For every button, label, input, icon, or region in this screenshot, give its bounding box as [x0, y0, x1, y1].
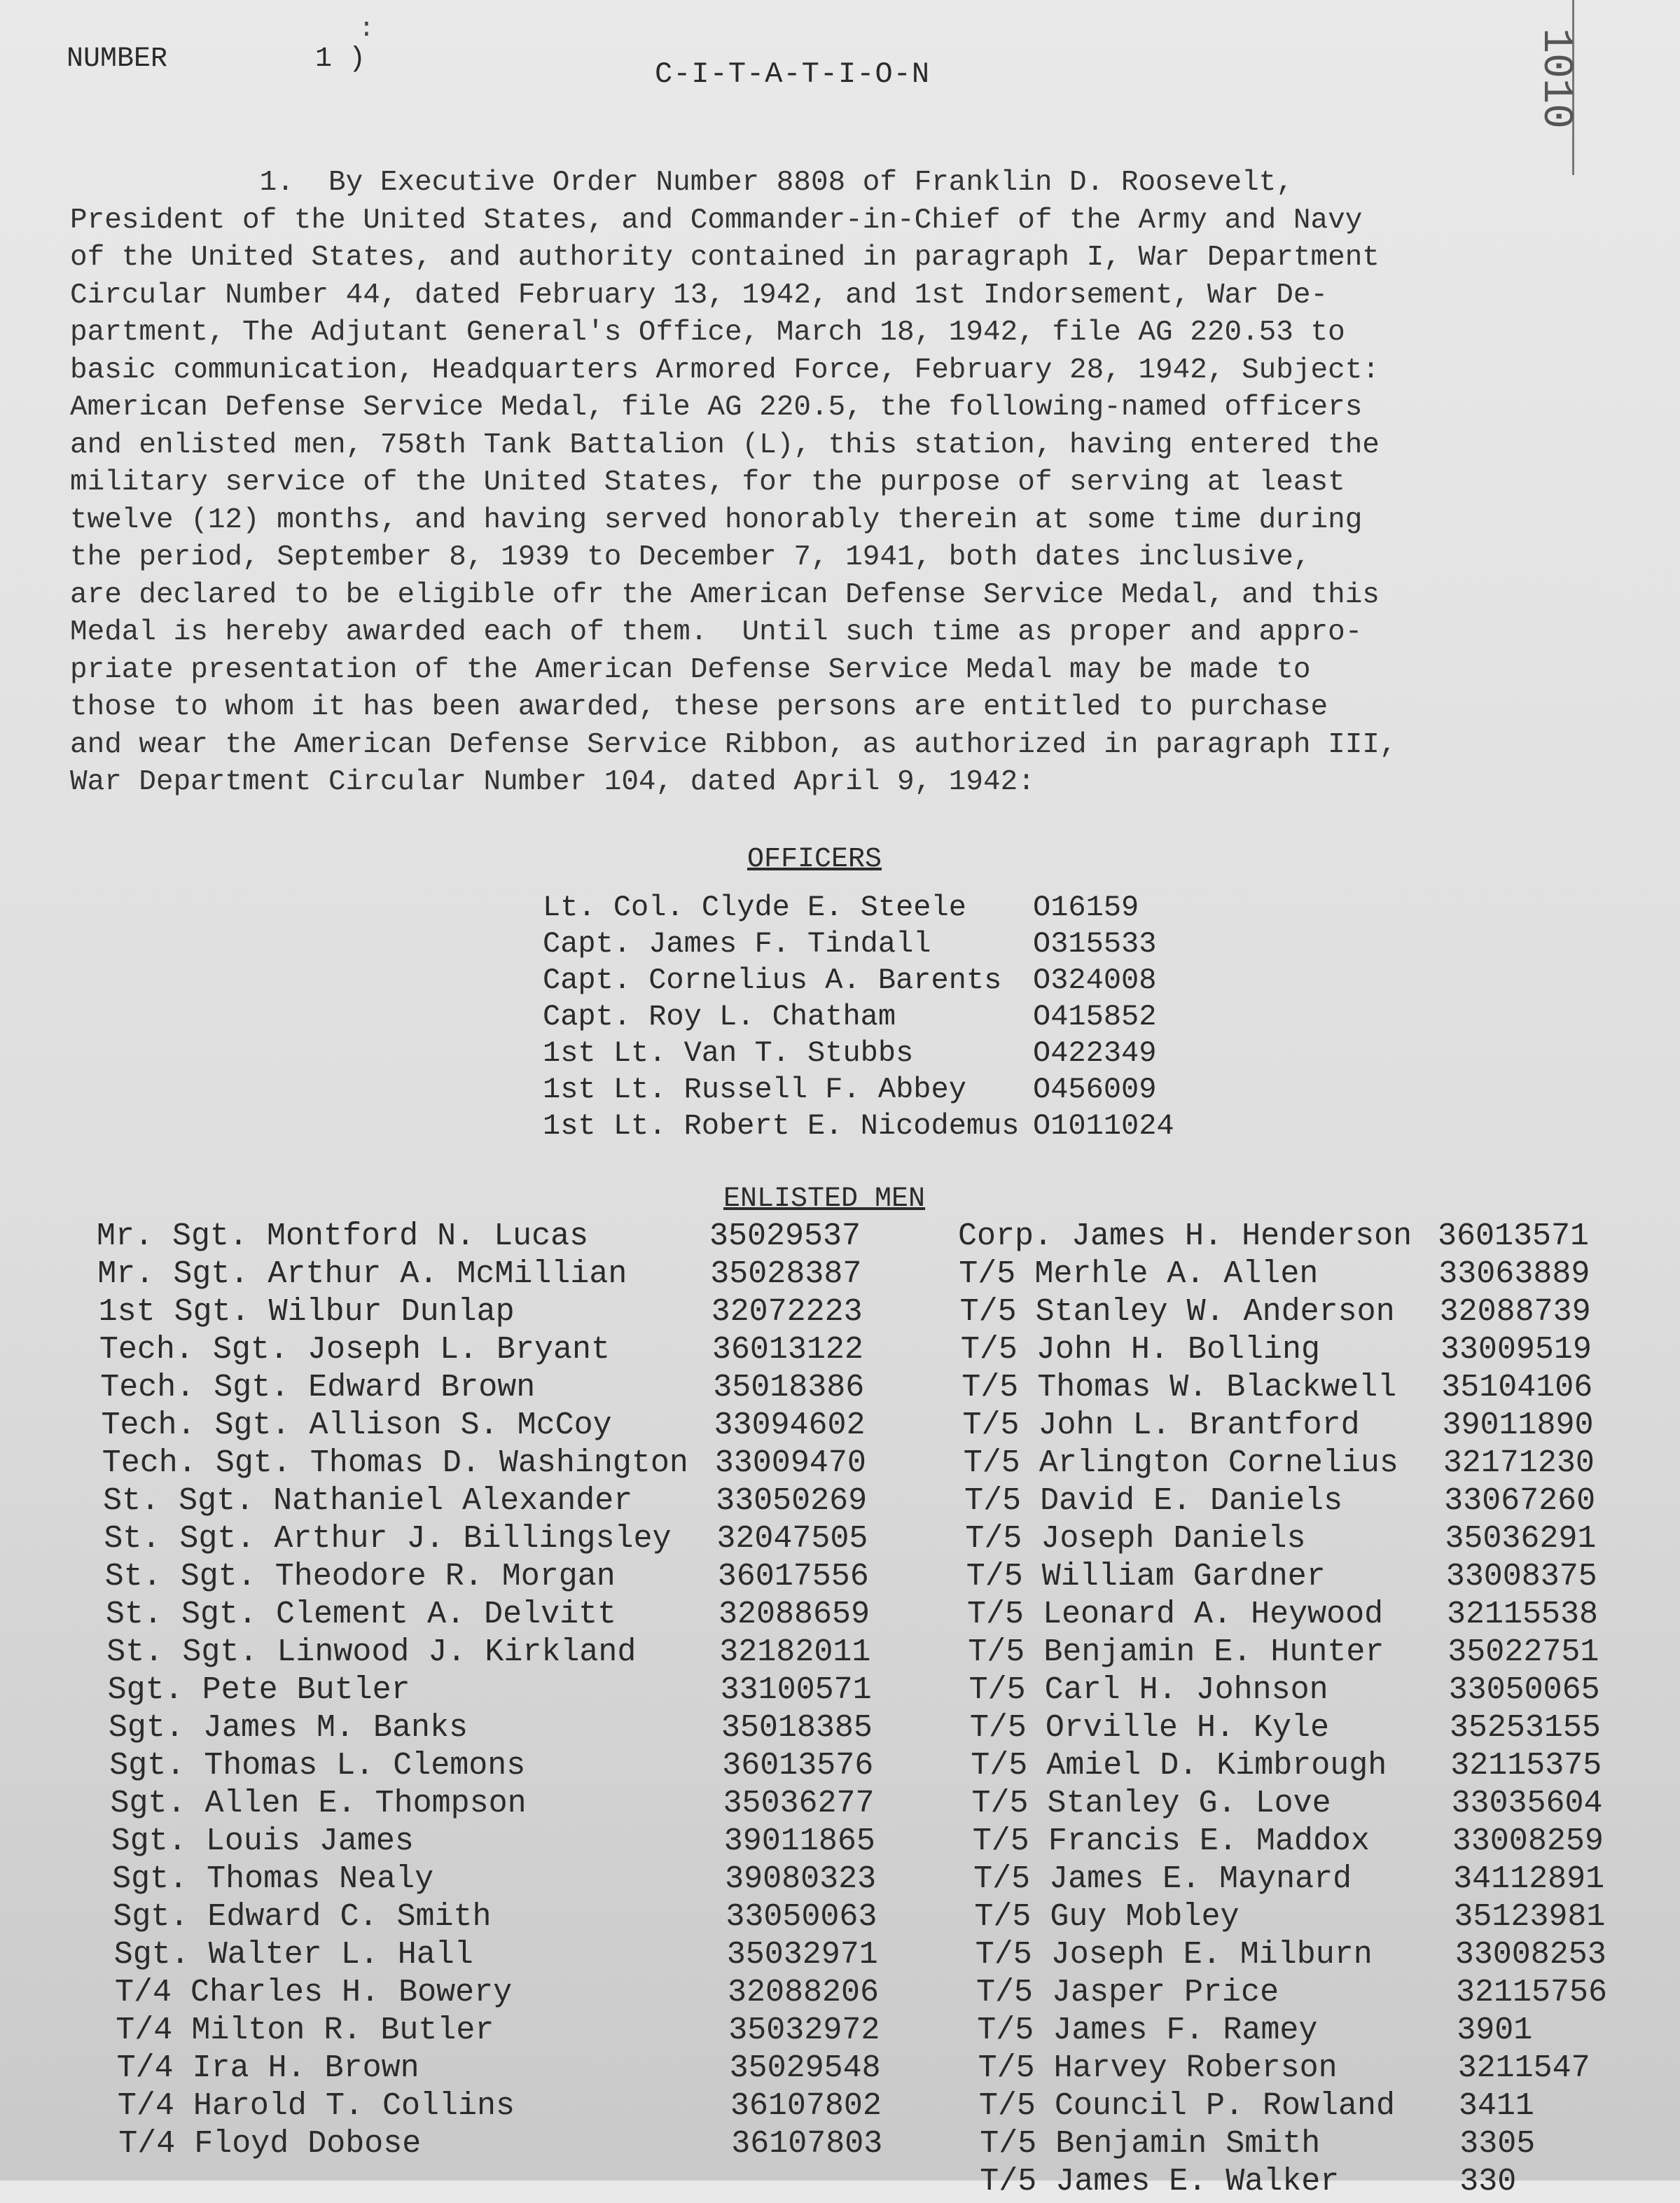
- enlisted-name: T/5 James E. Maynard: [973, 1861, 1352, 1897]
- enlisted-name: St. Sgt. Nathaniel Alexander: [103, 1483, 633, 1519]
- enlisted-name: T/5 John L. Brantford: [962, 1408, 1360, 1443]
- enlisted-serial: 33009470: [714, 1445, 866, 1481]
- enlisted-name: Tech. Sgt. Thomas D. Washington: [102, 1445, 688, 1481]
- enlisted-serial: 33067260: [1444, 1483, 1596, 1519]
- officer-name: 1st Lt. Russell F. Abbey: [543, 1073, 966, 1106]
- paragraph-line: War Department Circular Number 104, dated April 9, 1942:: [70, 766, 1035, 798]
- enlisted-name: Tech. Sgt. Allison S. McCoy: [101, 1408, 612, 1443]
- enlisted-serial: 35022751: [1448, 1634, 1599, 1670]
- paragraph-line: basic communication, Headquarters Armored Force, February 28, 1942, Subject:: [70, 354, 1380, 387]
- officer-name: Capt. James F. Tindall: [543, 927, 931, 961]
- enlisted-name: Tech. Sgt. Joseph L. Bryant: [99, 1332, 611, 1368]
- enlisted-name: T/5 William Gardner: [966, 1559, 1326, 1594]
- officer-serial: O1011024: [1033, 1109, 1174, 1143]
- enlisted-serial: 35036277: [723, 1786, 875, 1821]
- enlisted-serial: 35029548: [729, 2050, 881, 2086]
- officer-serial: O16159: [1033, 891, 1139, 924]
- enlisted-serial: 35036291: [1445, 1521, 1597, 1557]
- enlisted-name: T/5 Merhle A. Allen: [959, 1256, 1319, 1292]
- enlisted-name: T/5 Amiel D. Kimbrough: [971, 1748, 1387, 1784]
- enlisted-name: T/5 David E. Daniels: [964, 1483, 1343, 1519]
- enlisted-name: T/5 James E. Walker: [980, 2164, 1340, 2199]
- enlisted-serial: 3305: [1459, 2126, 1536, 2162]
- number-label: NUMBER: [67, 43, 168, 75]
- enlisted-serial: 33035604: [1451, 1786, 1603, 1821]
- enlisted-serial: 32088659: [718, 1597, 870, 1632]
- enlisted-serial: 36017556: [717, 1559, 869, 1594]
- enlisted-serial: 330: [1459, 2164, 1517, 2199]
- officer-serial: O422349: [1033, 1036, 1157, 1070]
- enlisted-name: T/4 Milton R. Butler: [116, 2013, 494, 2048]
- enlisted-serial: 36107803: [731, 2126, 883, 2162]
- enlisted-serial: 36013571: [1438, 1218, 1590, 1254]
- enlisted-name: 1st Sgt. Wilbur Dunlap: [98, 1294, 515, 1330]
- enlisted-serial: 33008253: [1455, 1937, 1606, 1973]
- paragraph-line: are declared to be eligible ofr the American Defense Service Medal, and this: [70, 578, 1380, 611]
- officer-name: 1st Lt. Robert E. Nicodemus: [543, 1109, 1020, 1143]
- paragraph-line: military service of the United States, for the purpose of serving at least: [70, 466, 1345, 499]
- enlisted-serial: 3211547: [1457, 2050, 1590, 2086]
- paragraph-line: of the United States, and authority contained in paragraph I, War Department: [70, 242, 1380, 274]
- paragraph-line: Circular Number 44, dated February 13, 1942, and 1st Indorsement, War De-: [70, 279, 1328, 312]
- enlisted-name: Mr. Sgt. Montford N. Lucas: [97, 1218, 589, 1254]
- paragraph-line: 1. By Executive Order Number 8808 of Franklin D. Roosevelt,: [70, 167, 1293, 199]
- enlisted-list: [0, 1218, 1680, 2199]
- officer-serial: O415852: [1033, 1000, 1157, 1034]
- paragraph-line: President of the United States, and Commander-in-Chief of the Army and Navy: [70, 204, 1363, 237]
- enlisted-serial: 33008375: [1445, 1559, 1597, 1594]
- enlisted-serial: 35253155: [1449, 1710, 1601, 1746]
- document-title: C-I-T-A-T-I-O-N: [655, 57, 931, 91]
- enlisted-name: T/5 John H. Bolling: [960, 1332, 1320, 1368]
- enlisted-name: Tech. Sgt. Edward Brown: [100, 1370, 536, 1405]
- paragraph-line: twelve (12) months, and having served honorably therein at some time during: [70, 503, 1363, 536]
- enlisted-serial: 35032971: [726, 1937, 878, 1973]
- enlisted-name: T/5 Council P. Rowland: [978, 2088, 1395, 2124]
- enlisted-serial: 33050065: [1448, 1672, 1600, 1708]
- enlisted-name: T/5 Guy Mobley: [974, 1899, 1240, 1935]
- enlisted-name: St. Sgt. Theodore R. Morgan: [104, 1559, 616, 1594]
- enlisted-name: T/5 Joseph E. Milburn: [975, 1937, 1373, 1973]
- enlisted-name: T/5 Arlington Cornelius: [963, 1445, 1398, 1481]
- enlisted-heading: ENLISTED MEN: [723, 1183, 926, 1215]
- enlisted-name: St. Sgt. Arthur J. Billingsley: [104, 1521, 672, 1557]
- enlisted-serial: 32115538: [1447, 1597, 1599, 1632]
- officers-heading: OFFICERS: [747, 844, 882, 875]
- enlisted-serial: 39080323: [725, 1861, 877, 1897]
- header-colon: :: [359, 14, 375, 44]
- enlisted-serial: 32088739: [1439, 1294, 1591, 1330]
- enlisted-serial: 33100571: [720, 1672, 872, 1708]
- enlisted-name: T/5 Stanley G. Love: [971, 1786, 1331, 1821]
- enlisted-name: T/5 Joseph Daniels: [965, 1521, 1306, 1557]
- officer-serial: O456009: [1033, 1073, 1157, 1106]
- enlisted-name: T/5 Harvey Roberson: [978, 2050, 1338, 2086]
- enlisted-name: Sgt. Thomas Nealy: [112, 1861, 434, 1897]
- officer-name: Capt. Cornelius A. Barents: [543, 964, 1002, 997]
- enlisted-serial: 35018385: [721, 1710, 873, 1746]
- enlisted-name: T/4 Ira H. Brown: [116, 2050, 419, 2086]
- enlisted-serial: 32088206: [728, 1975, 880, 2010]
- enlisted-name: T/5 Francis E. Maddox: [972, 1823, 1370, 1859]
- enlisted-serial: 32182011: [719, 1634, 871, 1670]
- enlisted-name: Sgt. Allen E. Thompson: [110, 1786, 527, 1821]
- paragraph-line: partment, The Adjutant General's Office, March 18, 1942, file AG 220.53 to: [70, 317, 1345, 349]
- enlisted-name: Sgt. James M. Banks: [108, 1710, 468, 1746]
- enlisted-serial: 32072223: [711, 1294, 863, 1330]
- enlisted-name: T/5 Thomas W. Blackwell: [962, 1370, 1397, 1405]
- officer-serial: O324008: [1033, 964, 1157, 997]
- enlisted-serial: 35104106: [1441, 1370, 1593, 1405]
- citation-paragraph: [70, 165, 1513, 802]
- enlisted-serial: 33008259: [1452, 1823, 1604, 1859]
- paragraph-line: priate presentation of the American Defense Service Medal may be made to: [70, 653, 1311, 686]
- number-value: 1 ): [315, 43, 366, 75]
- enlisted-serial: 32047505: [716, 1521, 868, 1557]
- enlisted-serial: 3901: [1457, 2013, 1533, 2048]
- enlisted-name: Sgt. Walter L. Hall: [113, 1937, 473, 1973]
- officer-name: 1st Lt. Van T. Stubbs: [543, 1036, 914, 1070]
- enlisted-name: T/5 Jasper Price: [976, 1975, 1279, 2010]
- enlisted-name: Sgt. Pete Butler: [107, 1672, 410, 1708]
- enlisted-serial: 34112891: [1453, 1861, 1605, 1897]
- enlisted-serial: 33063889: [1438, 1256, 1590, 1292]
- enlisted-serial: 32115375: [1450, 1748, 1602, 1784]
- enlisted-serial: 32171230: [1443, 1445, 1595, 1481]
- enlisted-serial: 36013576: [722, 1748, 874, 1784]
- enlisted-serial: 32115756: [1456, 1975, 1608, 2010]
- enlisted-serial: 35032972: [728, 2013, 880, 2048]
- enlisted-name: T/5 Benjamin Smith: [980, 2126, 1321, 2162]
- enlisted-name: Sgt. Louis James: [111, 1823, 414, 1859]
- enlisted-serial: 39011865: [723, 1823, 875, 1859]
- enlisted-name: T/5 James F. Ramey: [977, 2013, 1318, 2048]
- enlisted-name: T/5 Benjamin E. Hunter: [968, 1634, 1384, 1670]
- enlisted-serial: 35028387: [710, 1256, 862, 1292]
- officer-name: Capt. Roy L. Chatham: [543, 1000, 896, 1034]
- paragraph-line: those to whom it has been awarded, these persons are entitled to purchase: [70, 691, 1328, 723]
- enlisted-serial: 33009519: [1440, 1332, 1592, 1368]
- enlisted-name: Mr. Sgt. Arthur A. McMillian: [97, 1256, 627, 1292]
- enlisted-serial: 33094602: [714, 1408, 866, 1443]
- officer-name: Lt. Col. Clyde E. Steele: [543, 891, 966, 924]
- enlisted-name: Sgt. Thomas L. Clemons: [109, 1748, 526, 1784]
- enlisted-name: Sgt. Edward C. Smith: [113, 1899, 492, 1935]
- enlisted-serial: 35029537: [709, 1218, 861, 1254]
- enlisted-name: T/4 Harold T. Collins: [117, 2088, 515, 2124]
- enlisted-name: Corp. James H. Henderson: [958, 1218, 1412, 1254]
- paragraph-line: American Defense Service Medal, file AG 220.5, the following-named officers: [70, 391, 1363, 424]
- enlisted-serial: 35018386: [713, 1370, 865, 1405]
- enlisted-name: T/4 Charles H. Bowery: [115, 1975, 513, 2010]
- officer-serial: O315533: [1033, 927, 1157, 961]
- enlisted-serial: 36107802: [730, 2088, 882, 2124]
- enlisted-serial: 35123981: [1454, 1899, 1606, 1935]
- enlisted-name: T/4 Floyd Dobose: [118, 2126, 422, 2162]
- enlisted-serial: 36013122: [711, 1332, 863, 1368]
- enlisted-name: T/5 Leonard A. Heywood: [967, 1597, 1384, 1632]
- enlisted-serial: 33050269: [716, 1483, 868, 1519]
- enlisted-serial: 33050063: [726, 1899, 877, 1935]
- paragraph-line: the period, September 8, 1939 to December 7, 1941, both dates inclusive,: [70, 541, 1311, 574]
- enlisted-serial: 39011890: [1442, 1408, 1594, 1443]
- enlisted-name: St. Sgt. Clement A. Delvitt: [106, 1597, 617, 1632]
- paragraph-line: and enlisted men, 758th Tank Battalion (L), this station, having entered the: [70, 429, 1380, 461]
- paragraph-line: and wear the American Defense Service Ribbon, as authorized in paragraph III,: [70, 728, 1397, 761]
- margin-note: 1010: [1532, 28, 1579, 130]
- enlisted-name: T/5 Stanley W. Anderson: [959, 1294, 1395, 1330]
- enlisted-serial: 3411: [1458, 2088, 1534, 2124]
- enlisted-name: T/5 Carl H. Johnson: [969, 1672, 1328, 1708]
- enlisted-name: T/5 Orville H. Kyle: [969, 1710, 1329, 1746]
- paragraph-line: Medal is hereby awarded each of them. Until such time as proper and appro-: [70, 616, 1363, 648]
- enlisted-name: St. Sgt. Linwood J. Kirkland: [106, 1634, 637, 1670]
